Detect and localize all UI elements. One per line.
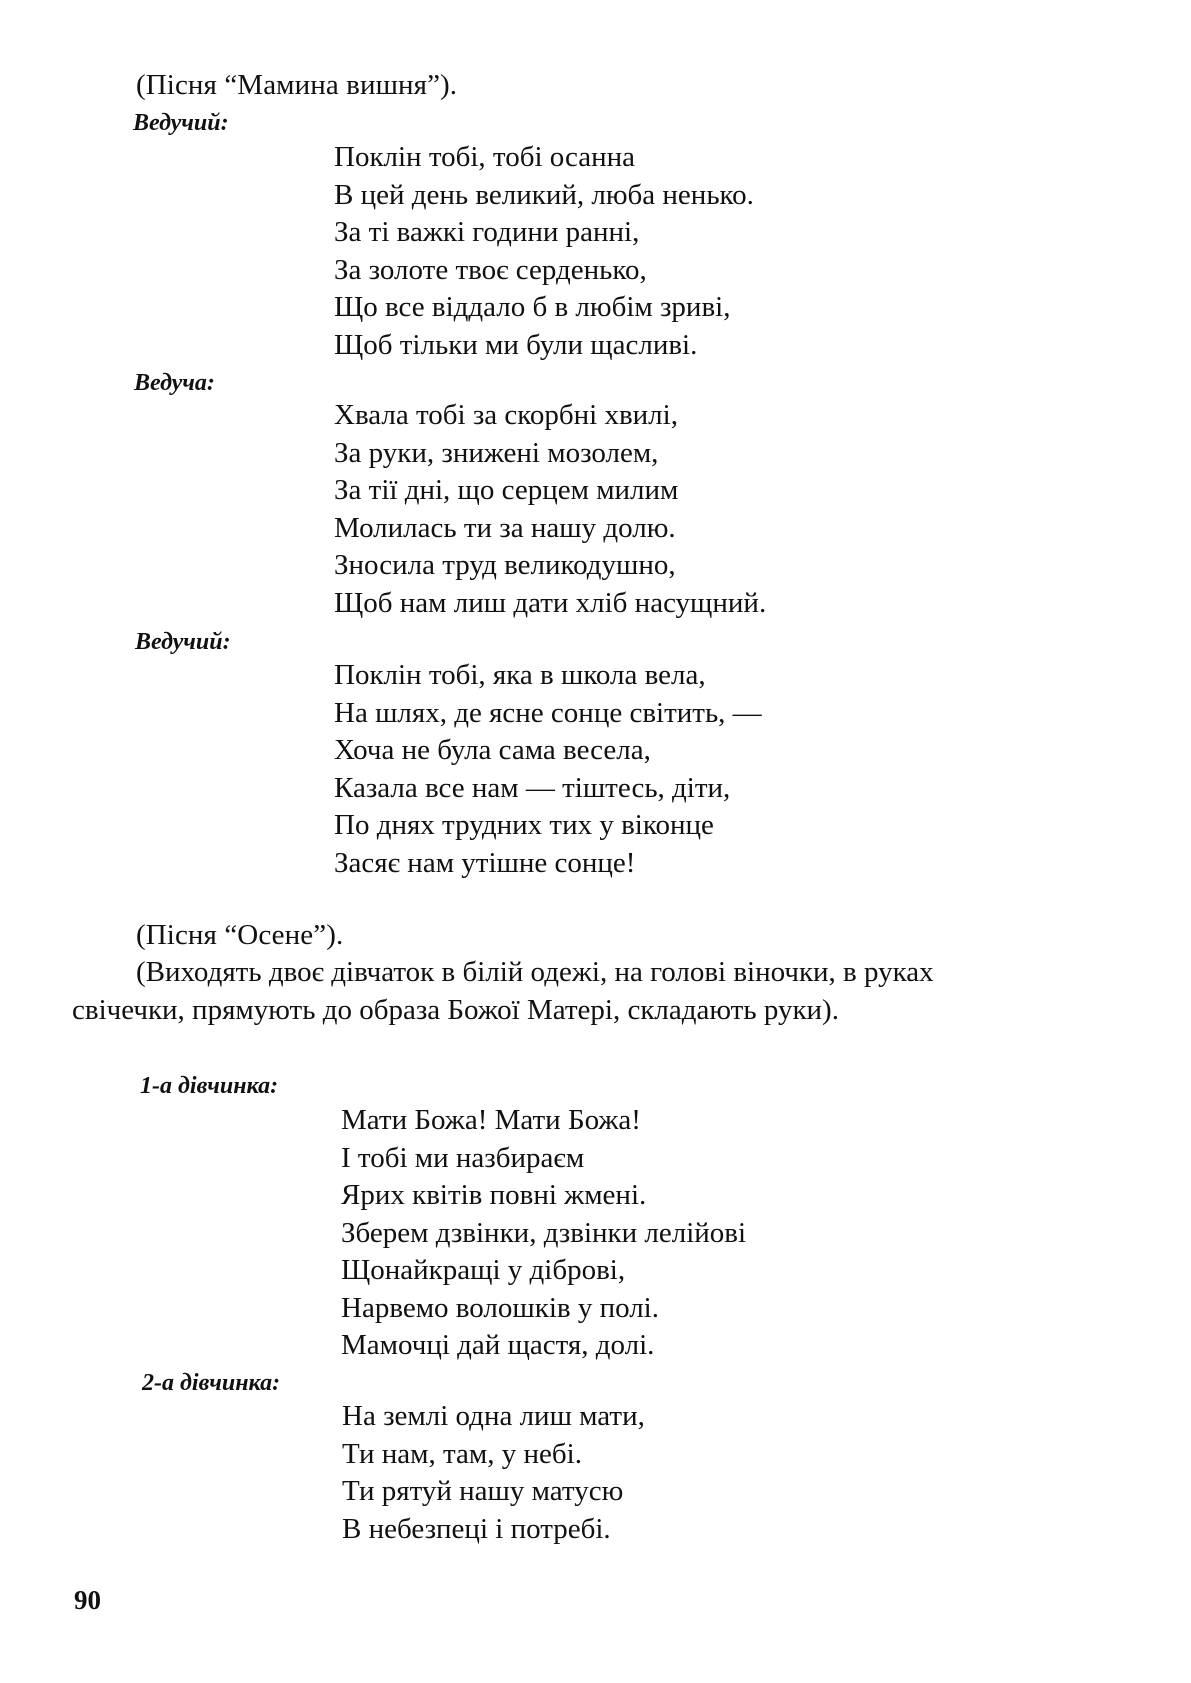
verse-line: Ти нам, там, у небі.: [342, 1437, 582, 1470]
verse-line: Хвала тобі за скорбні хвилі,: [334, 399, 678, 431]
stage-direction-line-2: свічечки, прямують до образа Божої Матері, складають руки).: [72, 994, 839, 1026]
verse-block-1: [334, 139, 754, 364]
speaker-label-3: Ведучий:: [135, 629, 231, 655]
verse-line: Мамочці дай щастя, долі.: [341, 1329, 655, 1361]
verse-block-5: [342, 1398, 645, 1548]
verse-line: Щоб нам лиш дати хліб насущний.: [334, 586, 767, 619]
speaker-label-1: Ведучий:: [133, 110, 229, 136]
verse-line: Хоча не була сама весела,: [334, 734, 651, 766]
verse-line: Зберем дзвінки, дзвінки лелійові: [341, 1216, 747, 1249]
verse-line: За золоте твоє серденько,: [334, 253, 647, 286]
verse-block-3: [334, 657, 762, 882]
page-number: 90: [74, 1585, 101, 1615]
verse-line: За ті важкі години ранні,: [334, 216, 640, 248]
verse-line: І тобі ми назбираєм: [341, 1141, 585, 1174]
verse-line: Ярих квітів повні жмені.: [341, 1179, 647, 1211]
verse-line: Щонайкращі у діброві,: [341, 1254, 626, 1286]
verse-line: Казала все нам — тіштесь, діти,: [334, 771, 731, 804]
verse-line: Поклін тобі, яка в школа вела,: [334, 659, 706, 691]
verse-line: В цей день великий, люба ненько.: [334, 178, 754, 211]
verse-line: Зносила труд великодушно,: [334, 549, 676, 581]
verse-block-2: [334, 397, 766, 622]
verse-line: На землі одна лиш мати,: [342, 1400, 645, 1432]
verse-line: Що все віддало б в любім зриві,: [334, 291, 731, 323]
speaker-label-5: 2-а дівчинка:: [142, 1370, 281, 1396]
verse-line: Мати Божа! Мати Божа!: [341, 1104, 641, 1136]
verse-line: Нарвемо волошків у полі.: [341, 1291, 659, 1324]
verse-line: За руки, знижені мозолем,: [334, 436, 659, 469]
stage-direction-line-1: (Виходять двоє дівчаток в білій одежі, на голові віночки, в руках: [136, 956, 934, 988]
song-note-2: (Пісня “Осене”).: [136, 919, 344, 951]
speaker-label-4: 1-а дівчинка:: [140, 1073, 279, 1099]
verse-block-4: [341, 1102, 746, 1365]
verse-line: В небезпеці і потребі.: [342, 1512, 611, 1545]
verse-line: Молилась ти за нашу долю.: [334, 511, 676, 544]
verse-line: Ти рятуй нашу матусю: [342, 1475, 624, 1507]
verse-line: За тії дні, що серцем милим: [334, 474, 679, 506]
song-note-1: (Пісня “Мамина вишня”).: [136, 69, 458, 101]
verse-line: По днях трудних тих у віконце: [334, 809, 714, 841]
verse-line: На шлях, де ясне сонце світить, —: [334, 696, 762, 729]
verse-line: Засяє нам утішне сонце!: [334, 846, 636, 879]
verse-line: Щоб тільки ми були щасливі.: [334, 328, 698, 361]
verse-line: Поклін тобі, тобі осанна: [334, 141, 636, 173]
speaker-label-2: Ведуча:: [134, 370, 215, 396]
